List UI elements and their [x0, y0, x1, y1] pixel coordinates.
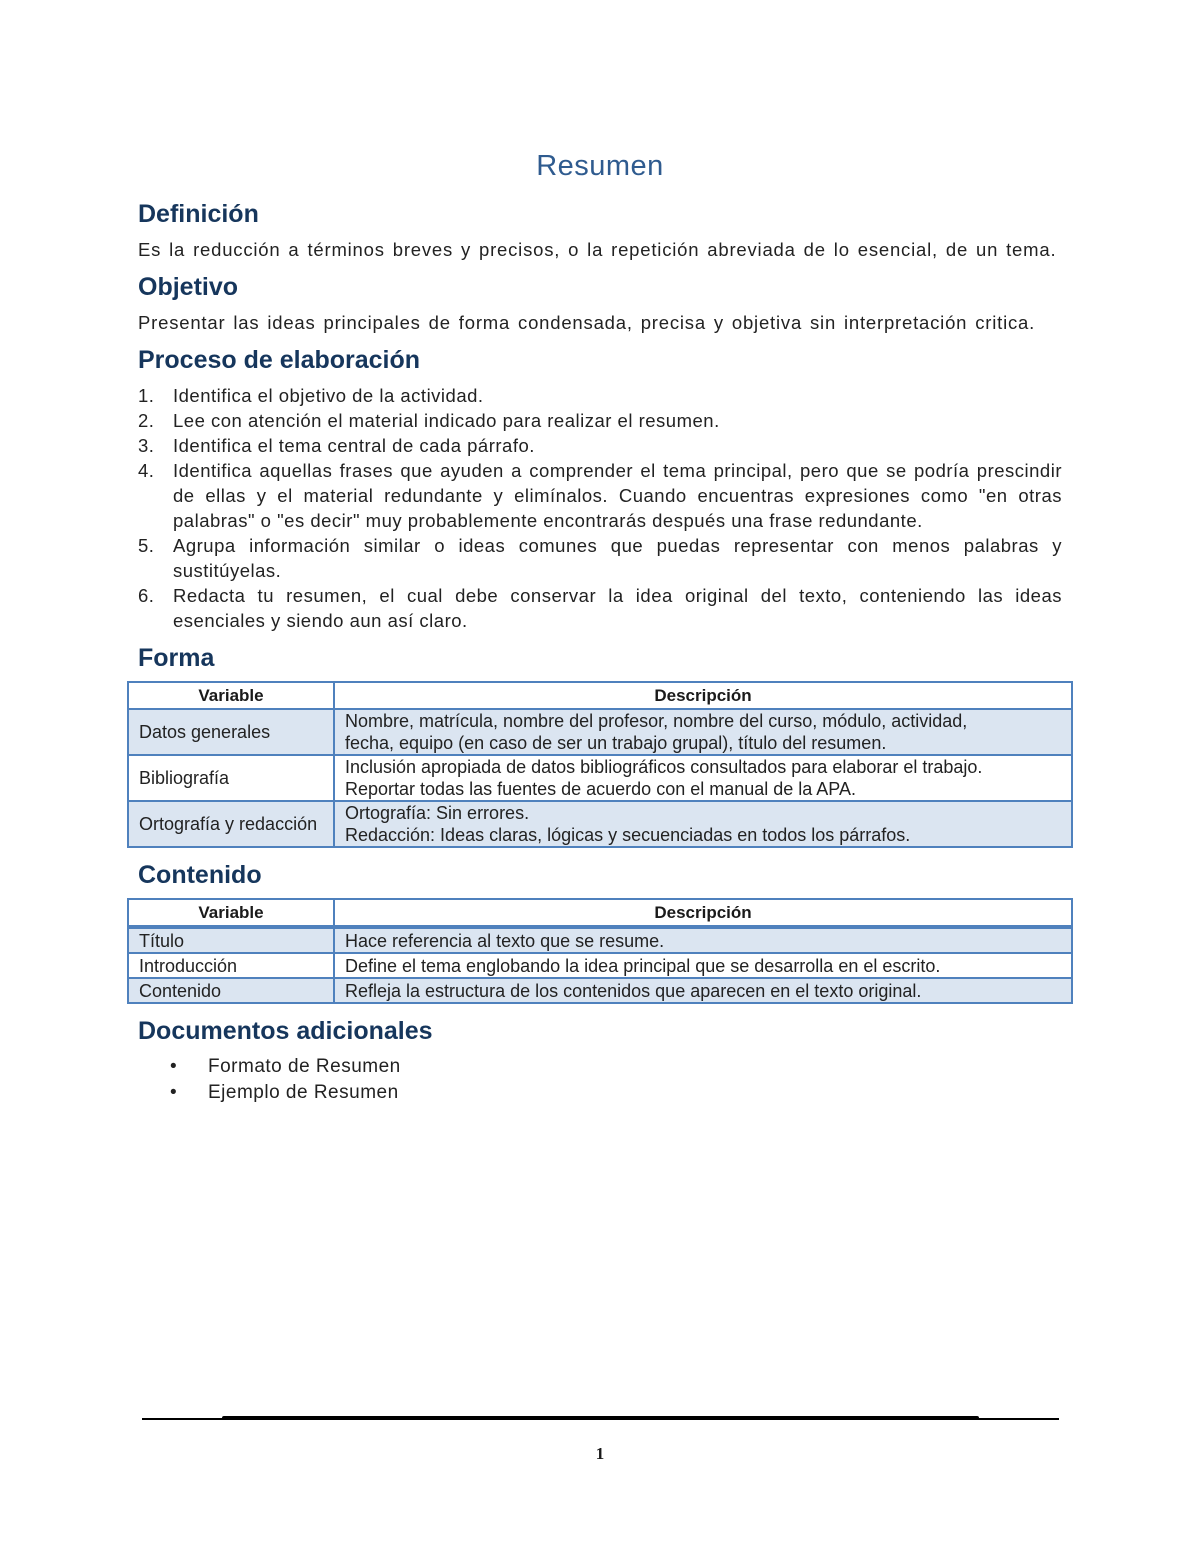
section-heading-proceso: Proceso de elaboración	[138, 346, 421, 374]
table-row	[128, 953, 1072, 978]
description-line: Redacción: Ideas claras, lógicas y secuenciadas en todos los párrafos.	[345, 825, 911, 845]
list-item	[170, 1054, 1062, 1080]
list-item	[138, 433, 1062, 458]
cell-variable: Datos generales	[128, 709, 334, 755]
bullet-icon: •	[170, 1056, 178, 1077]
step-text: Agrupa información similar o ideas comunes que puedas representar con menos palabras y sustitúyelas.	[173, 535, 1062, 581]
objetivo-text: Presentar las ideas principales de forma condensada, precisa y objetiva sin interpretación critica.	[138, 312, 1036, 333]
section-heading-documentos: Documentos adicionales	[138, 1017, 433, 1045]
cell-description	[334, 801, 1072, 847]
table-row	[128, 755, 1072, 801]
cell-description	[334, 709, 1072, 755]
table-row	[128, 978, 1072, 1003]
column-header-descripcion: Descripción	[334, 899, 1072, 927]
cell-description: Hace referencia al texto que se resume.	[334, 927, 1072, 953]
table-row	[128, 709, 1072, 755]
document-link-ejemplo: Ejemplo de Resumen	[208, 1082, 399, 1103]
page-number: 1	[595, 1444, 605, 1463]
section-forma	[138, 641, 1062, 848]
cell-variable: Introducción	[128, 953, 334, 978]
section-contenido	[138, 858, 1062, 1004]
column-header-variable: Variable	[128, 899, 334, 927]
list-item	[138, 458, 1062, 533]
step-text: Redacta tu resumen, el cual debe conservar la idea original del texto, conteniendo las ideas esenciales y siendo aun así claro.	[173, 585, 1062, 631]
process-steps-list	[138, 383, 1062, 633]
section-heading-objetivo: Objetivo	[138, 273, 239, 301]
step-text: Lee con atención el material indicado para realizar el resumen.	[173, 410, 720, 431]
step-number: 3.	[138, 435, 155, 456]
table-row	[128, 927, 1072, 953]
footer-divider-accent	[222, 1416, 979, 1420]
list-item	[138, 383, 1062, 408]
table-row	[128, 801, 1072, 847]
list-item	[170, 1080, 1062, 1106]
list-item	[138, 583, 1062, 633]
cell-description: Define el tema englobando la idea principal que se desarrolla en el escrito.	[334, 953, 1072, 978]
cell-variable: Título	[128, 927, 334, 953]
contenido-table	[127, 898, 1073, 1004]
section-definicion	[138, 197, 1062, 262]
step-number: 6.	[138, 585, 155, 606]
step-number: 2.	[138, 410, 155, 431]
description-line: Ortografía: Sin errores.	[345, 803, 530, 823]
step-number: 4.	[138, 460, 155, 481]
document-link-formato: Formato de Resumen	[208, 1056, 401, 1077]
section-documentos	[138, 1014, 1062, 1106]
cell-variable: Ortografía y redacción	[128, 801, 334, 847]
additional-documents-list	[138, 1054, 1062, 1106]
step-text: Identifica el objetivo de la actividad.	[173, 385, 484, 406]
section-objetivo	[138, 270, 1062, 335]
forma-table	[127, 681, 1073, 848]
step-text: Identifica el tema central de cada párrafo.	[173, 435, 535, 456]
step-number: 5.	[138, 535, 155, 556]
document-page	[138, 150, 1062, 1106]
description-line: fecha, equipo (en caso de ser un trabajo grupal), título del resumen.	[345, 733, 887, 753]
section-heading-definicion: Definición	[138, 200, 259, 228]
column-header-descripcion: Descripción	[334, 682, 1072, 709]
table-header-row	[128, 682, 1072, 709]
bullet-icon: •	[170, 1082, 178, 1103]
list-item	[138, 408, 1062, 433]
cell-variable: Bibliografía	[128, 755, 334, 801]
cell-description	[334, 755, 1072, 801]
cell-variable: Contenido	[128, 978, 334, 1003]
column-header-variable: Variable	[128, 682, 334, 709]
step-number: 1.	[138, 385, 155, 406]
table-header-row	[128, 899, 1072, 927]
section-heading-forma: Forma	[138, 644, 215, 672]
document-title: Resumen	[536, 150, 664, 182]
list-item	[138, 533, 1062, 583]
cell-description: Refleja la estructura de los contenidos que aparecen en el texto original.	[334, 978, 1072, 1003]
description-line: Inclusión apropiada de datos bibliográficos consultados para elaborar el trabajo.	[345, 757, 983, 777]
section-proceso	[138, 343, 1062, 633]
section-heading-contenido: Contenido	[138, 861, 262, 889]
step-text: Identifica aquellas frases que ayuden a comprender el tema principal, pero que se podría prescindir de ellas y el material redundante y elimínalos. Cuando encuentras expresiones como "en otras palabras" o "es decir" muy probablemente encontrarás después una frase redundante.	[173, 460, 1062, 531]
description-line: Nombre, matrícula, nombre del profesor, nombre del curso, módulo, actividad,	[345, 711, 968, 731]
description-line: Reportar todas las fuentes de acuerdo con el manual de la APA.	[345, 779, 856, 799]
definicion-text: Es la reducción a términos breves y precisos, o la repetición abreviada de lo esencial, de un tema.	[138, 239, 1057, 260]
